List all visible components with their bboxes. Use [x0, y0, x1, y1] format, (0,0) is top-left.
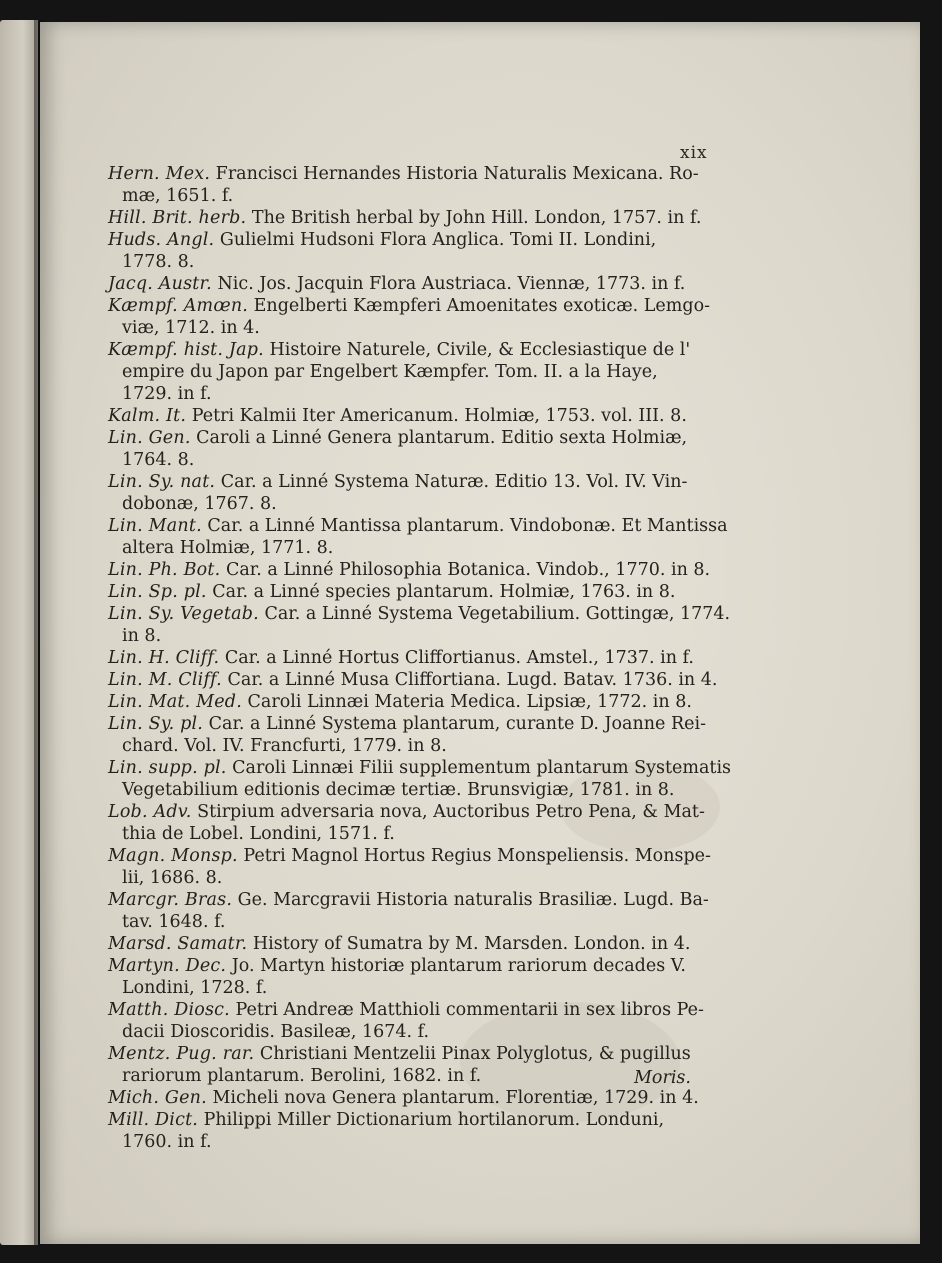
entry-text: Petri Magnol Hortus Regius Monspeliensis. Monspe- — [243, 846, 711, 866]
entry-continuation-line — [108, 537, 708, 559]
entry-text: The British herbal by John Hill. London, 1757. in f. — [251, 208, 702, 228]
entry-first-line — [108, 229, 708, 251]
entry-first-line — [108, 801, 708, 823]
entry-text: Car. a Linné species plantarum. Holmiæ, 1763. in 8. — [212, 582, 676, 602]
entry-first-line — [108, 427, 708, 449]
entry-continuation-line — [108, 185, 708, 207]
entry-text: Philippi Miller Dictionarium hortilanorum. Londuni, — [203, 1110, 665, 1130]
bibliography-entry — [108, 889, 708, 933]
entry-continuation-line — [108, 867, 708, 889]
bibliography-entry — [108, 603, 731, 647]
entry-continuation-line — [108, 449, 708, 471]
entry-text: dobonæ, 1767. 8. — [122, 494, 277, 514]
entry-text: Petri Andreæ Matthioli commentarii in sex libros Pe- — [235, 1000, 704, 1020]
entry-text: Francisci Hernandes Historia Naturalis Mexicana. Ro- — [215, 164, 699, 184]
entry-text: Engelberti Kæmpferi Amoenitates exoticæ. Lemgo- — [253, 296, 711, 316]
entry-first-line — [108, 273, 708, 295]
entry-first-line — [108, 713, 708, 735]
entry-continuation-line — [108, 735, 708, 757]
entry-abbreviation: Lin. Ph. Bot. — [108, 560, 221, 580]
bibliography-entry — [108, 471, 708, 515]
entry-text: Car. a Linné Systema Naturæ. Editio 13. Vol. IV. Vin- — [220, 472, 688, 492]
entry-text: Petri Kalmii Iter Americanum. Holmiæ, 1753. vol. III. 8. — [191, 406, 687, 426]
entry-text: mæ, 1651. f. — [122, 186, 234, 206]
entry-abbreviation: Kæmpf. Amœn. — [108, 296, 249, 316]
entry-text: Ge. Marcgravii Historia naturalis Brasiliæ. Lugd. Ba- — [237, 890, 709, 910]
entry-text: Jo. Martyn historiæ plantarum rariorum decades V. — [231, 956, 686, 976]
page-number: xix — [680, 143, 708, 163]
entry-text: Car. a Linné Systema plantarum, curante D. Joanne Rei- — [208, 714, 706, 734]
entry-first-line — [108, 1087, 708, 1109]
bibliography-entry — [108, 999, 708, 1043]
entry-abbreviation: Mich. Gen. — [108, 1088, 207, 1108]
bibliography-entry — [108, 1043, 708, 1087]
bibliography-entry — [108, 427, 708, 471]
entry-first-line — [108, 163, 708, 185]
bibliography-entry — [108, 581, 708, 603]
entry-text: Stirpium adversaria nova, Auctoribus Petro Pena, & Mat- — [197, 802, 705, 822]
entry-continuation-line — [108, 977, 708, 999]
entry-continuation-line — [108, 383, 708, 405]
entry-continuation-line — [108, 361, 708, 383]
entry-first-line — [108, 845, 711, 867]
bibliography-entry — [108, 955, 708, 999]
entry-abbreviation: Jacq. Austr. — [108, 274, 212, 294]
entry-continuation-line — [108, 911, 708, 933]
entry-abbreviation: Lin. Mant. — [108, 516, 202, 536]
entry-abbreviation: Mentz. Pug. rar. — [108, 1044, 255, 1064]
entry-text: 1729. in f. — [122, 384, 212, 404]
entry-continuation-line — [108, 1131, 708, 1153]
entry-first-line — [108, 405, 708, 427]
entry-continuation-line — [108, 251, 708, 273]
entry-first-line — [108, 559, 711, 581]
entry-text: altera Holmiæ, 1771. 8. — [122, 538, 334, 558]
entry-continuation-line — [108, 1021, 708, 1043]
entry-text: Christiani Mentzelii Pinax Polyglotus, & pugillus — [259, 1044, 691, 1064]
bibliography-entry — [108, 559, 711, 581]
entry-abbreviation: Martyn. Dec. — [108, 956, 227, 976]
bibliography-entry — [108, 405, 708, 427]
entry-continuation-line — [108, 779, 708, 801]
bibliography-entry — [108, 207, 708, 229]
bibliography-entry — [108, 295, 711, 339]
entry-first-line — [108, 603, 731, 625]
entry-first-line — [108, 999, 708, 1021]
entry-abbreviation: Lin. H. Cliff. — [108, 648, 220, 668]
entry-text: in 8. — [122, 626, 162, 646]
entry-abbreviation: Mill. Dict. — [108, 1110, 199, 1130]
entry-abbreviation: Lin. supp. pl. — [108, 758, 227, 778]
bibliography-entry — [108, 801, 708, 845]
entry-text: Gulielmi Hudsoni Flora Anglica. Tomi II. Londini, — [219, 230, 657, 250]
entry-continuation-line — [108, 823, 708, 845]
entry-text: 1764. 8. — [122, 450, 195, 470]
entry-abbreviation: Marsd. Samatr. — [108, 934, 248, 954]
entry-text: Caroli Linnæi Materia Medica. Lipsiæ, 1772. in 8. — [247, 692, 692, 712]
entry-first-line — [108, 955, 708, 977]
bibliography-entry — [108, 273, 708, 295]
entry-text: History of Sumatra by M. Marsden. London. in 4. — [252, 934, 691, 954]
entry-continuation-line — [108, 1065, 708, 1087]
entry-abbreviation: Lin. Sy. Vegetab. — [108, 604, 259, 624]
entry-abbreviation: Lin. M. Cliff. — [108, 670, 222, 690]
entry-text: 1778. 8. — [122, 252, 195, 272]
entry-text: viæ, 1712. in 4. — [122, 318, 260, 338]
entry-abbreviation: Lin. Sy. nat. — [108, 472, 216, 492]
entry-text: Car. a Linné Philosophia Botanica. Vindob., 1770. in 8. — [225, 560, 711, 580]
entry-abbreviation: Hill. Brit. herb. — [108, 208, 247, 228]
entry-abbreviation: Lin. Sy. pl. — [108, 714, 204, 734]
entry-first-line — [108, 669, 718, 691]
entry-text: Car. a Linné Musa Cliffortiana. Lugd. Batav. 1736. in 4. — [227, 670, 718, 690]
entry-text: 1760. in f. — [122, 1132, 212, 1152]
entry-first-line — [108, 295, 711, 317]
bibliography-entry — [108, 757, 732, 801]
entry-text: chard. Vol. IV. Francfurti, 1779. in 8. — [122, 736, 447, 756]
bibliography-entry — [108, 669, 718, 691]
entry-first-line — [108, 515, 728, 537]
entry-continuation-line — [108, 625, 708, 647]
entry-text: Car. a Linné Systema Vegetabilium. Gottingæ, 1774. — [264, 604, 731, 624]
entry-text: Londini, 1728. f. — [122, 978, 268, 998]
entry-text: Car. a Linné Mantissa plantarum. Vindobonæ. Et Mantissa — [207, 516, 728, 536]
entry-first-line — [108, 581, 708, 603]
catchword: Moris. — [634, 1068, 691, 1088]
entry-first-line — [108, 1109, 708, 1131]
entry-text: dacii Dioscoridis. Basileæ, 1674. f. — [122, 1022, 430, 1042]
entry-abbreviation: Lob. Adv. — [108, 802, 192, 822]
entry-abbreviation: Hern. Mex. — [108, 164, 211, 184]
bibliography-entry — [108, 647, 708, 669]
entry-text: Caroli a Linné Genera plantarum. Editio sexta Holmiæ, — [196, 428, 688, 448]
entry-abbreviation: Marcgr. Bras. — [108, 890, 233, 910]
entry-abbreviation: Kalm. It. — [108, 406, 187, 426]
bibliography-entry — [108, 845, 711, 889]
entry-first-line — [108, 1043, 708, 1065]
entry-continuation-line — [108, 493, 708, 515]
bibliography-entry — [108, 691, 708, 713]
entry-first-line — [108, 757, 732, 779]
entry-text: Histoire Naturele, Civile, & Ecclesiastique de l' — [269, 340, 691, 360]
entry-abbreviation: Kæmpf. hist. Jap. — [108, 340, 264, 360]
bibliography-entry — [108, 933, 708, 955]
entry-first-line — [108, 207, 708, 229]
bibliography-entry — [108, 515, 728, 559]
entry-text: Nic. Jos. Jacquin Flora Austriaca. Viennæ, 1773. in f. — [217, 274, 686, 294]
entry-text: lii, 1686. 8. — [122, 868, 223, 888]
entry-text: Car. a Linné Hortus Cliffortianus. Amstel., 1737. in f. — [224, 648, 694, 668]
bibliography-entry — [108, 339, 708, 405]
entry-text: Caroli Linnæi Filii supplementum plantarum Systematis — [232, 758, 732, 778]
entry-abbreviation: Magn. Monsp. — [108, 846, 238, 866]
entry-abbreviation: Matth. Diosc. — [108, 1000, 230, 1020]
facing-page-edge — [0, 20, 38, 1245]
bibliography-entry — [108, 1087, 708, 1109]
entry-abbreviation: Huds. Angl. — [108, 230, 215, 250]
entry-abbreviation: Lin. Gen. — [108, 428, 191, 448]
entry-text: rariorum plantarum. Berolini, 1682. in f. — [122, 1066, 482, 1086]
entry-text: Micheli nova Genera plantarum. Florentiæ, 1729. in 4. — [212, 1088, 699, 1108]
bibliography-entry — [108, 229, 708, 273]
entry-text: Vegetabilium editionis decimæ tertiæ. Brunsvigiæ, 1781. in 8. — [122, 780, 675, 800]
bibliography-entry — [108, 163, 708, 207]
entry-first-line — [108, 471, 708, 493]
entry-abbreviation: Lin. Mat. Med. — [108, 692, 242, 712]
entry-first-line — [108, 889, 708, 911]
entry-first-line — [108, 647, 708, 669]
entry-text: tav. 1648. f. — [122, 912, 226, 932]
bibliography-entry — [108, 1109, 708, 1153]
entry-first-line — [108, 339, 708, 361]
entry-first-line — [108, 691, 708, 713]
entry-first-line — [108, 933, 708, 955]
entry-text: thia de Lobel. Londini, 1571. f. — [122, 824, 395, 844]
bibliography-entry — [108, 713, 708, 757]
entry-continuation-line — [108, 317, 708, 339]
entry-abbreviation: Lin. Sp. pl. — [108, 582, 207, 602]
bibliography-list — [108, 163, 732, 1153]
entry-text: empire du Japon par Engelbert Kæmpfer. Tom. II. a la Haye, — [122, 362, 658, 382]
